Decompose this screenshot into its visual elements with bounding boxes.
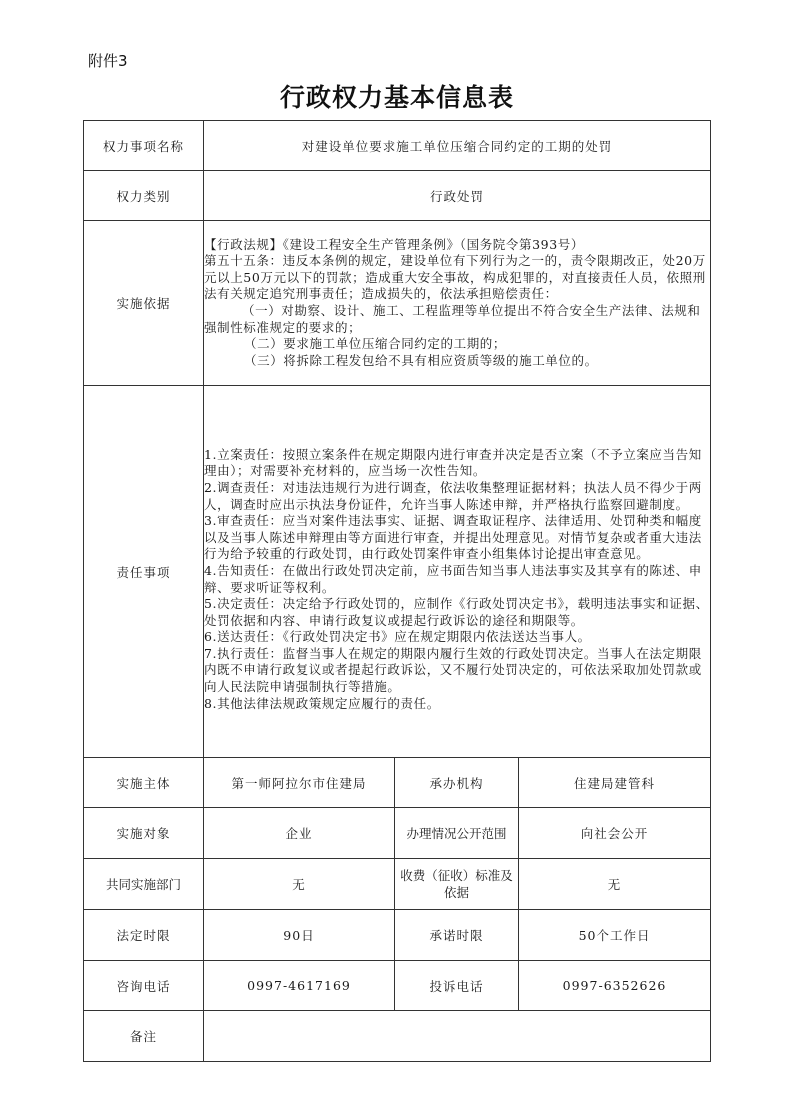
attachment-label: 附件3 [88,52,128,70]
duty-item: 5.决定责任：决定给予行政处罚的，应制作《行政处罚决定书》，载明违法事实和证据、处罚依据和内容、申请行政复议或提起行政诉讼的途径和期限等。 [204,596,709,628]
label-subject: 实施主体 [84,758,204,808]
duty-item: 7.执行责任：监督当事人在规定的期限内履行生效的行政处罚决定。当事人在法定期限内既不申请行政复议或者提起行政诉讼，又不履行处罚决定的，可依法采取加处罚款或向人民法院申请强制执行等措施。 [204,645,702,695]
value-legal-time-limit: 90日 [204,910,395,961]
basis-line: （三）将拆除工程发包给不具有相应资质等级的施工单位的。 [244,352,598,368]
value-power-category: 行政处罚 [204,171,711,221]
label-power-name: 权力事项名称 [84,121,204,171]
row-power-name [84,121,711,171]
value-fee-standard: 无 [519,859,711,910]
label-complaint-phone: 投诉电话 [395,961,519,1011]
row-duties [84,386,711,758]
label-handling-agency: 承办机构 [395,758,519,808]
value-disclosure-scope: 向社会公开 [519,808,711,859]
label-duties: 责任事项 [84,386,204,758]
label-remarks: 备注 [84,1011,204,1062]
page-title: 行政权力基本信息表 [279,83,514,112]
duty-item: 3.审查责任：应当对案件违法事实、证据、调查取证程序、法律适用、处罚种类和幅度以及当事人陈述申辩理由等方面进行审查，并提出处理意见。对情节复杂或者重大违法行为给予较重的行政处罚，由行政处罚案件审查小组集体讨论提出审查意见。 [204,513,702,562]
value-basis [204,221,711,386]
value-joint-department: 无 [204,859,395,910]
label-target: 实施对象 [84,808,204,859]
label-legal-time-limit: 法定时限 [84,910,204,961]
value-power-name: 对建设单位要求施工单位压缩合同约定的工期的处罚 [204,121,711,171]
row-remarks [84,1011,711,1062]
row-joint [84,859,711,910]
label-power-category: 权力类别 [84,171,204,221]
duty-item: 6.送达责任：《行政处罚决定书》应在规定期限内依法送达当事人。 [204,629,591,645]
label-promised-time-limit: 承诺时限 [395,910,519,961]
row-power-category [84,171,711,221]
label-joint-department: 共同实施部门 [84,859,204,910]
row-subject [84,758,711,808]
row-basis [84,221,711,386]
value-duties [204,386,711,758]
basis-line: （一）对勘察、设计、施工、工程监理等单位提出不符合安全生产法律、法规和强制性标准规定的要求的； [204,303,701,335]
label-fee-standard: 收费（征收）标准及依据 [395,859,519,910]
value-handling-agency: 住建局建管科 [519,758,711,808]
label-basis: 实施依据 [84,221,204,386]
value-subject: 第一师阿拉尔市住建局 [204,758,395,808]
row-phone [84,961,711,1011]
value-remarks [204,1011,711,1062]
duty-item: 8.其他法律法规政策规定应履行的责任。 [204,695,440,711]
info-table [83,120,711,1062]
duty-item: 2.调查责任：对违法违规行为进行调查，依法收集整理证据材料；执法人员不得少于两人，调查时应出示执法身份证件，允许当事人陈述申辩，并严格执行监察回避制度。 [204,479,702,512]
basis-line: 【行政法规】《建设工程安全生产管理条例》（国务院令第393号） [204,236,584,252]
duty-item: 4.告知责任：在做出行政处罚决定前，应书面告知当事人违法事实及其享有的陈述、申辩、要求听证等权利。 [204,562,702,595]
value-promised-time-limit: 50个工作日 [519,910,711,961]
value-consult-phone: 0997-4617169 [204,961,395,1011]
basis-line: 第五十五条：违反本条例的规定，建设单位有下列行为之一的，责令限期改正，处20万元以上50万元以下的罚款；造成重大安全事故，构成犯罪的，对直接责任人员，依照刑法有关规定追究刑事责任；造成损失的，依法承担赔偿责任： [204,253,706,302]
label-consult-phone: 咨询电话 [84,961,204,1011]
value-complaint-phone: 0997-6352626 [519,961,711,1011]
row-target [84,808,711,859]
row-time-limit [84,910,711,961]
value-target: 企业 [204,808,395,859]
basis-line: （二）要求施工单位压缩合同约定的工期的； [244,336,507,352]
duty-item: 1.立案责任：按照立案条件在规定期限内进行审查并决定是否立案（不予立案应当告知理由）；对需要补充材料的，应当场一次性告知。 [204,446,702,479]
label-disclosure-scope: 办理情况公开范围 [395,808,519,859]
